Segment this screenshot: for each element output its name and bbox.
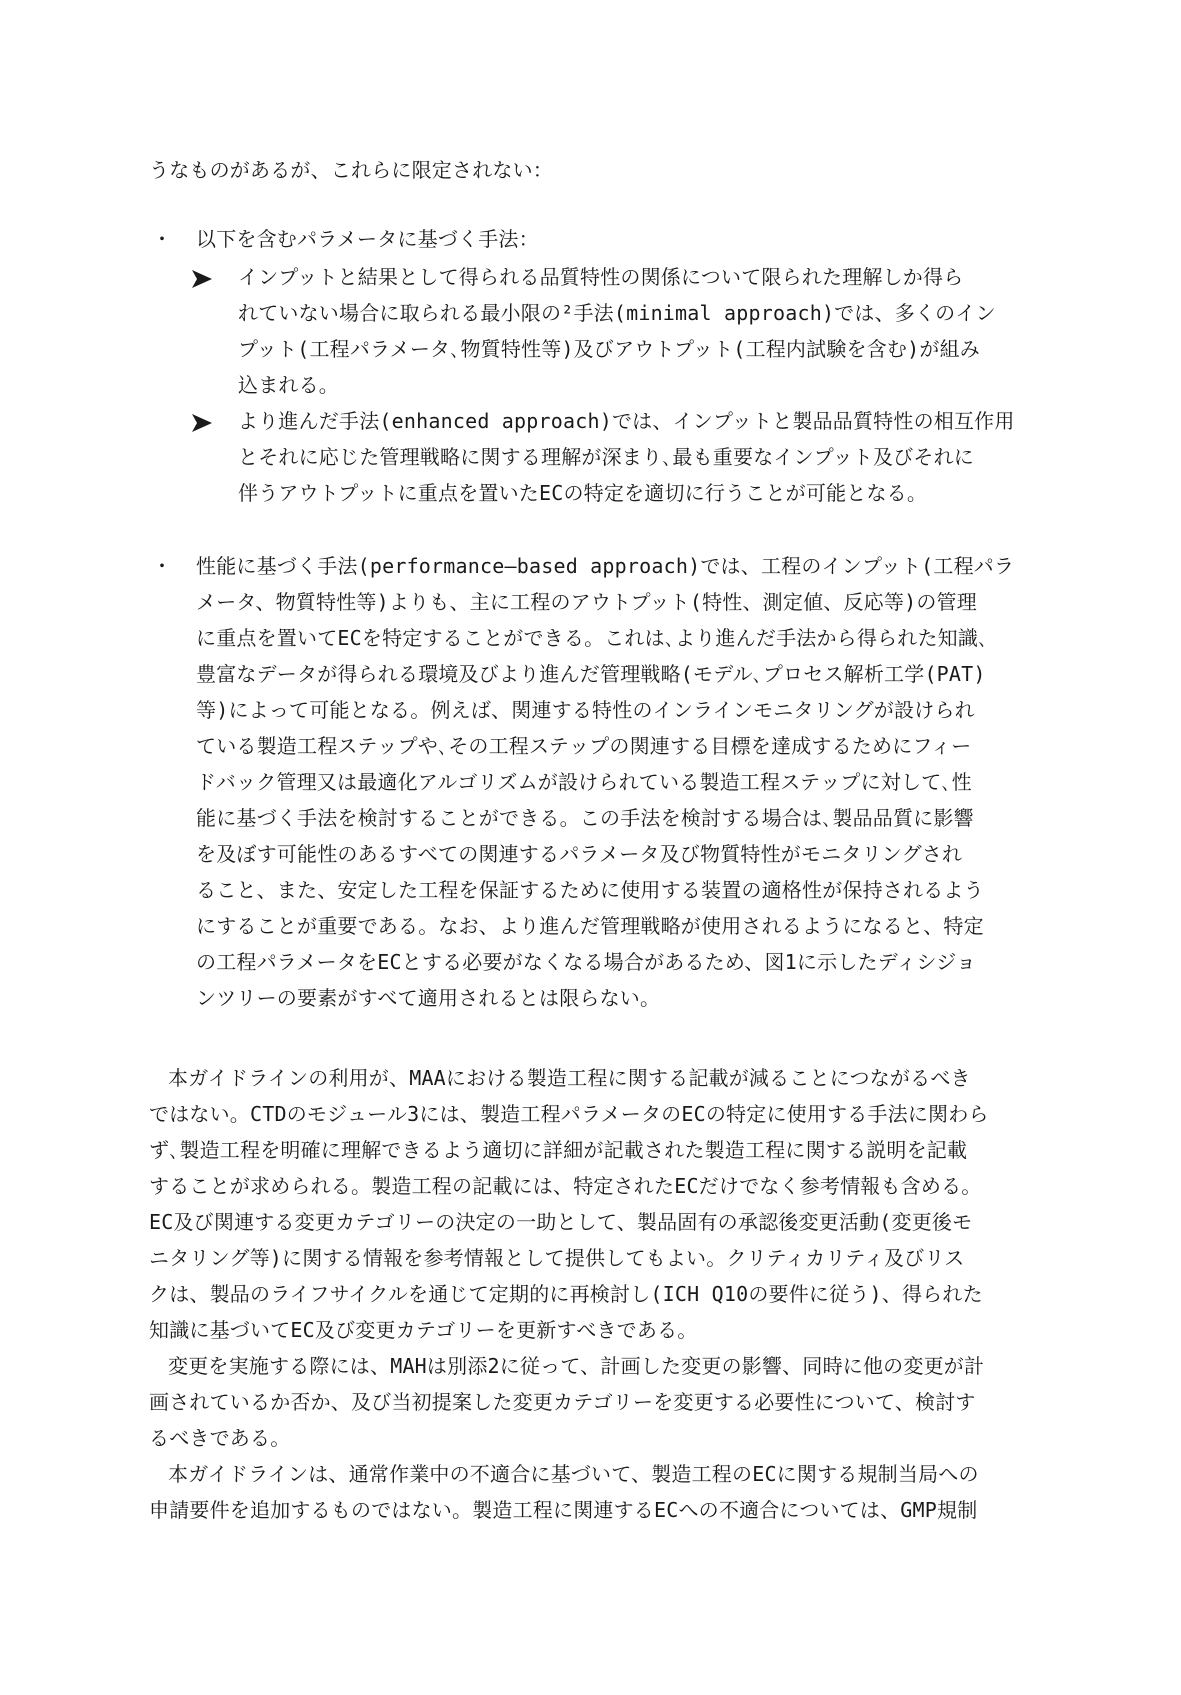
bullet-2-line: を及ぼす可能性のあるすべての関連するパラメータ及び物質特性がモニタリングされ	[196, 842, 963, 866]
bullet-2-line: ドバック管理又は最適化アルゴリズムが設けられている製造工程ステップに対して､性	[196, 770, 972, 794]
bullet-2-line: に重点を置いてECを特定することができる。これは､より進んだ手法から得られた知識､	[196, 626, 989, 650]
paragraph-1-line: クは、製品のライフサイクルを通じて定期的に再検討し(ICH Q10の要件に従う)、得られた	[149, 1282, 983, 1306]
arrow-bullet-icon	[191, 413, 213, 433]
bullet-2-marker: ・	[152, 554, 172, 578]
paragraph-3-line: 申請要件を追加するものではない。製造工程に関連するECへの不適合については、GMP規制	[149, 1498, 978, 1522]
sub-bullet-1-line: れていない場合に取られる最小限の²手法(minimal approach)では、多くのイン	[238, 301, 996, 325]
paragraph-2-line: 画されているか否か、及び当初提案した変更カテゴリーを変更する必要性について、検討す	[149, 1390, 976, 1414]
intro-line: うなものがあるが、これらに限定されない：	[149, 158, 553, 182]
arrow-bullet-icon	[191, 269, 213, 289]
bullet-2-line: 性能に基づく手法(performance―based approach)では、工程のインプット(工程パラ	[196, 554, 1015, 578]
sub-bullet-2-line: とそれに応じた管理戦略に関する理解が深まり､最も重要なインプット及びそれに	[238, 445, 974, 469]
paragraph-1-line: EC及び関連する変更カテゴリーの決定の一助として、製品固有の承認後変更活動(変更後モ	[149, 1210, 973, 1234]
sub-bullet-1-line: プット(工程パラメータ､物質特性等)及びアウトプット(工程内試験を含む)が組み	[238, 337, 980, 361]
bullet-2-line: ンツリーの要素がすべて適用されるとは限らない。	[196, 986, 661, 1010]
bullet-2-line: ている製造工程ステップや､その工程ステップの関連する目標を達成するためにフィー	[196, 734, 972, 758]
paragraph-3-line: 本ガイドラインは、通常作業中の不適合に基づいて、製造工程のECに関する規制当局への	[168, 1462, 979, 1486]
paragraph-1-line: ず､製造工程を明確に理解できるよう適切に詳細が記載された製造工程に関する説明を記載	[149, 1138, 968, 1162]
bullet-2-line: の工程パラメータをECとする必要がなくなる場合があるため、図1に示したディシジョ	[196, 950, 977, 974]
bullet-1-marker: ・	[152, 227, 172, 251]
paragraph-1-line: 知識に基づいてEC及び変更カテゴリーを更新すべきである。	[149, 1318, 698, 1342]
bullet-2-line: 等)によって可能となる。例えば、関連する特性のインラインモニタリングが設けられ	[196, 698, 975, 722]
bullet-2-line: メータ、物質特性等)よりも、主に工程のアウトプット(特性、測定値、反応等)の管理	[196, 590, 977, 614]
paragraph-1-line: 本ガイドラインの利用が、MAAにおける製造工程に関する記載が減ることにつながるべき	[168, 1066, 971, 1090]
sub-bullet-2-line: 伴うアウトプットに重点を置いたECの特定を適切に行うことが可能となる。	[238, 481, 928, 505]
paragraph-1-line: することが求められる。製造工程の記載には、特定されたECだけでなく参考情報も含める。	[149, 1174, 982, 1198]
paragraph-1-line: ではない。CTDのモジュール3には、製造工程パラメータのECの特定に使用する手法に関わら	[149, 1102, 989, 1126]
bullet-2-line: ること、また、安定した工程を保証するために使用する装置の適格性が保持されるよう	[196, 878, 984, 902]
bullet-2-line: 豊富なデータが得られる環境及びより進んだ管理戦略(モデル､プロセス解析工学(PAT)	[196, 662, 986, 686]
paragraph-2-line: るべきである。	[149, 1426, 291, 1450]
sub-bullet-1-line: インプットと結果として得られる品質特性の関係について限られた理解しか得ら	[238, 265, 964, 289]
sub-bullet-1-line: 込まれる。	[238, 373, 339, 397]
paragraph-2-line: 変更を実施する際には、MAHは別添2に従って、計画した変更の影響、同時に他の変更が計	[168, 1354, 985, 1378]
bullet-2-line: 能に基づく手法を検討することができる。この手法を検討する場合は､製品品質に影響	[196, 806, 974, 830]
bullet-2-line: にすることが重要である。なお、より進んだ管理戦略が使用されるようになると、特定	[196, 914, 984, 938]
bullet-1-title: 以下を含むパラメータに基づく手法：	[196, 227, 539, 251]
sub-bullet-2-line: より進んだ手法(enhanced approach)では、インプットと製品品質特性の相互作用	[238, 409, 1015, 433]
paragraph-1-line: ニタリング等)に関する情報を参考情報として提供してもよい。クリティカリティ及びリス	[149, 1246, 965, 1270]
